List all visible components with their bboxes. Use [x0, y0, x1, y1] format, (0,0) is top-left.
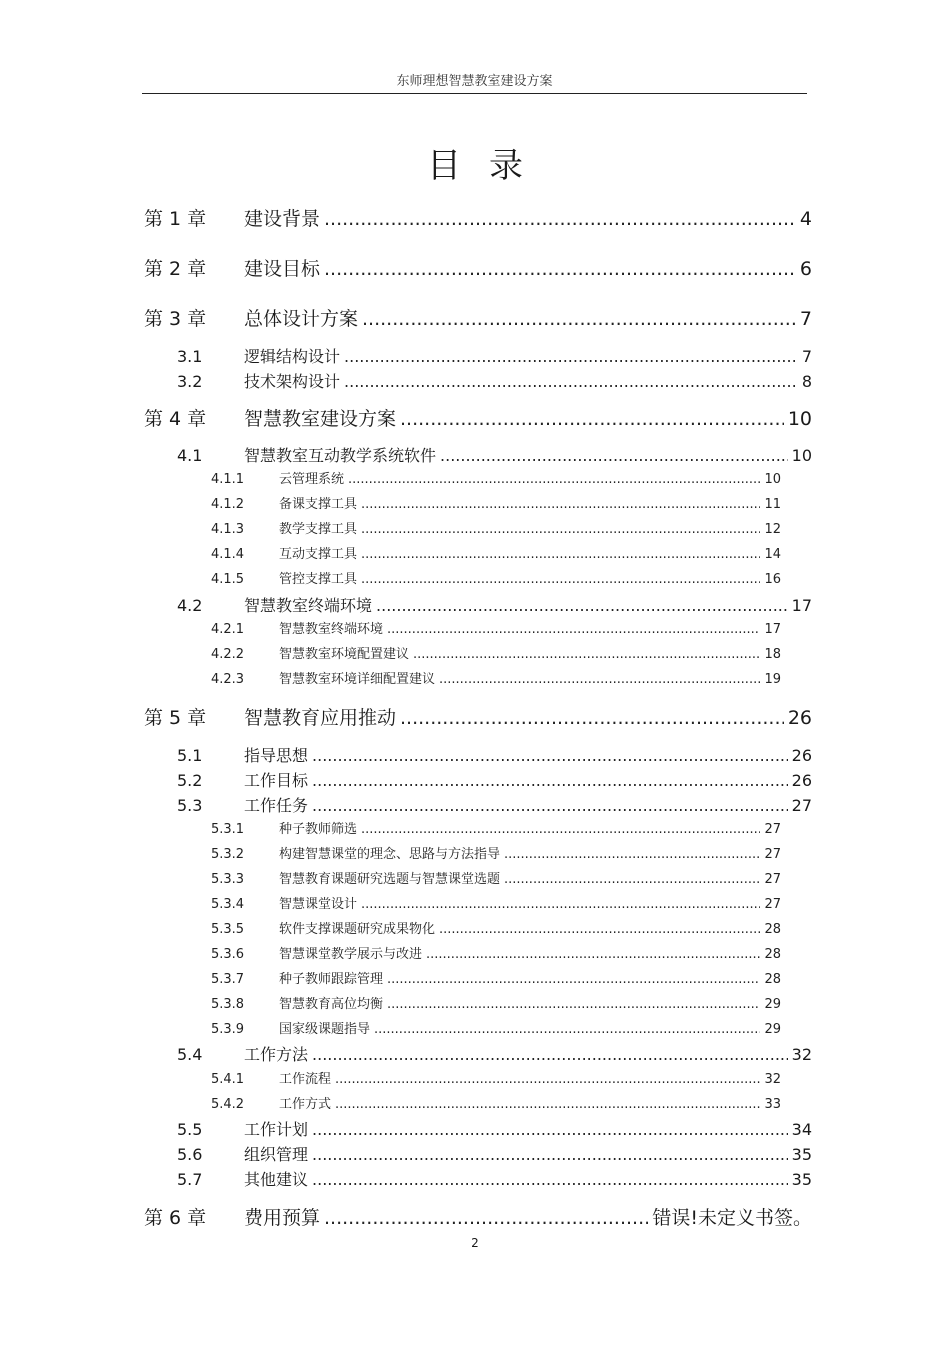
toc-entry-number: 4.1.3: [211, 522, 245, 537]
toc-entry-page: 错误!未定义书签。: [652, 1207, 812, 1229]
toc-dot-leader: [361, 897, 760, 912]
toc-entry-title: 技术架构设计: [244, 372, 341, 391]
toc-entry-page: 33: [764, 1097, 781, 1112]
toc-entry-number: 5.3.7: [211, 972, 245, 987]
toc-dot-leader: [387, 972, 760, 987]
toc-entry-number: 4.1.5: [211, 572, 245, 587]
toc-entry-title: 建设背景: [244, 208, 321, 230]
toc-dot-leader: [361, 822, 760, 837]
toc-entry[interactable]: [211, 668, 781, 687]
toc-entry-page: 29: [764, 997, 781, 1012]
toc-entry-page: 19: [764, 672, 781, 687]
toc-entry[interactable]: [211, 868, 781, 887]
toc-entry[interactable]: [177, 1142, 812, 1165]
toc-entry-title: 智慧课堂教学展示与改进: [279, 947, 423, 962]
toc-entry-number: 4.2: [177, 596, 203, 615]
toc-entry-title: 智慧教室环境详细配置建议: [279, 672, 436, 687]
toc-entry[interactable]: [211, 468, 781, 487]
toc-entry-title: 种子教师筛选: [279, 822, 358, 837]
toc-entry[interactable]: [211, 1018, 781, 1037]
toc-dot-leader: [312, 1120, 788, 1139]
toc-dot-leader: [413, 647, 760, 662]
toc-entry-number: 4.2.1: [211, 622, 245, 637]
toc-dot-leader: [312, 1170, 788, 1189]
toc-entry-page: 17: [791, 596, 812, 615]
toc-dot-leader: [312, 796, 788, 815]
toc-entry[interactable]: [177, 1042, 812, 1065]
toc-entry-title: 工作方法: [244, 1045, 309, 1064]
toc-entry[interactable]: [144, 404, 812, 431]
toc-entry-title: 种子教师跟踪管理: [279, 972, 384, 987]
toc-dot-leader: [344, 347, 798, 366]
toc-dot-leader: [324, 258, 796, 280]
toc-dot-leader: [504, 872, 760, 887]
toc-dot-leader: [362, 308, 796, 330]
toc-dot-leader: [387, 997, 760, 1012]
toc-entry-page: 27: [764, 847, 781, 862]
toc-entry-number: 5.2: [177, 771, 203, 790]
toc-dot-leader: [324, 208, 796, 230]
toc-entry-number: 5.7: [177, 1170, 203, 1189]
toc-dot-leader: [361, 547, 760, 562]
toc-entry-page: 35: [791, 1145, 812, 1164]
toc-entry-page: 27: [764, 822, 781, 837]
toc-entry[interactable]: [211, 1068, 781, 1087]
toc-dot-leader: [439, 672, 760, 687]
toc-dot-leader: [312, 1145, 788, 1164]
toc-entry-page: 29: [764, 1022, 781, 1037]
toc-dot-leader: [312, 746, 788, 765]
toc-entry-page: 6: [799, 258, 812, 280]
toc-entry-title: 工作流程: [279, 1072, 332, 1087]
toc-entry[interactable]: [144, 254, 812, 281]
toc-entry-page: 8: [801, 372, 812, 391]
toc-dot-leader: [361, 572, 760, 587]
toc-entry-number: 5.3.6: [211, 947, 245, 962]
toc-entry[interactable]: [211, 568, 781, 587]
toc-entry-title: 教学支撑工具: [279, 522, 358, 537]
toc-entry-number: 第 1 章: [144, 208, 207, 230]
toc-entry-title: 智慧教育高位均衡: [279, 997, 384, 1012]
toc-entry-page: 27: [764, 897, 781, 912]
toc-entry-page: 11: [764, 497, 781, 512]
toc-entry-number: 第 4 章: [144, 408, 207, 430]
toc-entry[interactable]: [177, 743, 812, 766]
toc-dot-leader: [439, 922, 760, 937]
toc-entry-page: 18: [764, 647, 781, 662]
toc-entry[interactable]: [211, 543, 781, 562]
toc-dot-leader: [312, 1045, 788, 1064]
toc-entry-number: 5.3.5: [211, 922, 245, 937]
toc-entry-title: 总体设计方案: [244, 308, 359, 330]
toc-entry-number: 5.3: [177, 796, 203, 815]
toc-entry[interactable]: [211, 643, 781, 662]
toc-entry-number: 5.4.1: [211, 1072, 245, 1087]
toc-dot-leader: [376, 596, 788, 615]
toc-dot-leader: [400, 707, 784, 729]
toc-entry-title: 智慧教室建设方案: [244, 408, 397, 430]
toc-entry[interactable]: [177, 793, 812, 816]
toc-entry-number: 第 3 章: [144, 308, 207, 330]
toc-entry-title: 备课支撑工具: [279, 497, 358, 512]
toc-entry[interactable]: [211, 943, 781, 962]
toc-entry-number: 5.4.2: [211, 1097, 245, 1112]
toc-entry-page: 7: [801, 347, 812, 366]
toc-entry[interactable]: [211, 818, 781, 837]
toc-entry-number: 4.2.2: [211, 647, 245, 662]
toc-dot-leader: [387, 622, 760, 637]
toc-entry-title: 智慧教育课题研究选题与智慧课堂选题: [279, 872, 501, 887]
toc-entry-title: 智慧教室互动教学系统软件: [244, 446, 437, 465]
toc-entry-number: 4.2.3: [211, 672, 245, 687]
toc-entry-number: 5.3.1: [211, 822, 245, 837]
toc-entry-title: 指导思想: [244, 746, 309, 765]
toc-entry-page: 4: [799, 208, 812, 230]
toc-entry-number: 3.2: [177, 372, 203, 391]
toc-entry-page: 14: [764, 547, 781, 562]
toc-entry-number: 4.1.4: [211, 547, 245, 562]
toc-entry-title: 构建智慧课堂的理念、思路与方法指导: [279, 847, 501, 862]
toc-entry-title: 其他建议: [244, 1170, 309, 1189]
toc-entry-title: 云管理系统: [279, 472, 345, 487]
toc-entry[interactable]: [211, 893, 781, 912]
toc-dot-leader: [312, 771, 788, 790]
toc-entry-title: 费用预算: [244, 1207, 321, 1229]
toc-entry-page: 32: [791, 1045, 812, 1064]
toc-entry-number: 5.3.2: [211, 847, 245, 862]
toc-entry-page: 17: [764, 622, 781, 637]
toc-entry-number: 5.3.3: [211, 872, 245, 887]
toc-entry-title: 工作方式: [279, 1097, 332, 1112]
toc-entry-page: 28: [764, 947, 781, 962]
toc-entry-title: 智慧课堂设计: [279, 897, 358, 912]
toc-entry-page: 16: [764, 572, 781, 587]
toc-entry-number: 5.3.8: [211, 997, 245, 1012]
toc-entry-title: 工作任务: [244, 796, 309, 815]
toc-entry[interactable]: [211, 518, 781, 537]
toc-entry-page: 32: [764, 1072, 781, 1087]
toc-entry-page: 28: [764, 972, 781, 987]
toc-entry-title: 管控支撑工具: [279, 572, 358, 587]
toc-entry[interactable]: [211, 918, 781, 937]
toc-dot-leader: [374, 1022, 760, 1037]
toc-entry[interactable]: [144, 204, 812, 231]
toc-dot-leader: [335, 1072, 760, 1087]
toc-dot-leader: [348, 472, 760, 487]
toc-entry-title: 智慧教室终端环境: [279, 622, 384, 637]
toc-dot-leader: [440, 446, 788, 465]
toc-entry-title: 组织管理: [244, 1145, 309, 1164]
toc-dot-leader: [361, 497, 760, 512]
toc-entry-page: 26: [791, 746, 812, 765]
toc-entry-page: 10: [791, 446, 812, 465]
toc-entry[interactable]: [211, 843, 781, 862]
toc-entry[interactable]: [144, 703, 812, 730]
toc-entry[interactable]: [177, 344, 812, 367]
toc-entry[interactable]: [211, 993, 781, 1012]
toc-entry-number: 4.1.1: [211, 472, 245, 487]
toc-dot-leader: [361, 522, 760, 537]
toc-entry-title: 智慧教育应用推动: [244, 707, 397, 729]
toc-entry-page: 26: [791, 771, 812, 790]
toc-entry-number: 4.1: [177, 446, 203, 465]
toc-entry-number: 第 5 章: [144, 707, 207, 729]
toc-entry[interactable]: [211, 618, 781, 637]
toc-entry-title: 工作计划: [244, 1120, 309, 1139]
toc-dot-leader: [344, 372, 798, 391]
toc-entry-page: 12: [764, 522, 781, 537]
toc-entry[interactable]: [144, 304, 812, 331]
toc-entry-title: 软件支撑课题研究成果物化: [279, 922, 436, 937]
toc-dot-leader: [324, 1207, 648, 1229]
toc-dot-leader: [426, 947, 760, 962]
toc-entry-title: 逻辑结构设计: [244, 347, 341, 366]
toc-entry[interactable]: [177, 443, 812, 466]
toc-entry-page: 10: [787, 408, 812, 430]
toc-entry-page: 27: [764, 872, 781, 887]
toc-entry[interactable]: [211, 968, 781, 987]
toc-entry-page: 10: [764, 472, 781, 487]
toc-dot-leader: [504, 847, 760, 862]
toc-dot-leader: [335, 1097, 760, 1112]
toc-dot-leader: [400, 408, 784, 430]
toc-entry-page: 35: [791, 1170, 812, 1189]
toc-entry-page: 28: [764, 922, 781, 937]
toc-entry-number: 5.5: [177, 1120, 203, 1139]
page-title: 目录: [427, 146, 551, 186]
toc-entry-page: 34: [791, 1120, 812, 1139]
toc-entry-number: 5.1: [177, 746, 203, 765]
toc-entry-title: 互动支撑工具: [279, 547, 358, 562]
toc-entry[interactable]: [177, 1117, 812, 1140]
toc-entry[interactable]: [177, 768, 812, 791]
toc-entry-page: 27: [791, 796, 812, 815]
toc-entry[interactable]: [177, 369, 812, 392]
toc-entry[interactable]: [211, 1093, 781, 1112]
toc-entry-title: 智慧教室终端环境: [244, 596, 373, 615]
toc-entry-number: 5.6: [177, 1145, 203, 1164]
toc-entry[interactable]: [177, 1167, 812, 1190]
toc-entry-title: 建设目标: [244, 258, 321, 280]
toc-entry-number: 5.3.9: [211, 1022, 245, 1037]
toc-entry-page: 7: [799, 308, 812, 330]
toc-entry-number: 4.1.2: [211, 497, 245, 512]
toc-entry[interactable]: [177, 593, 812, 616]
toc-entry-number: 5.4: [177, 1045, 203, 1064]
toc-entry-number: 3.1: [177, 347, 203, 366]
toc-entry[interactable]: [144, 1203, 812, 1230]
toc-entry-page: 26: [787, 707, 812, 729]
toc-entry-number: 5.3.4: [211, 897, 245, 912]
toc-entry-number: 第 2 章: [144, 258, 207, 280]
toc-entry[interactable]: [211, 493, 781, 512]
toc-entry-title: 工作目标: [244, 771, 309, 790]
running-header: 东师理想智慧教室建设方案: [142, 70, 807, 94]
toc-entry-title: 智慧教室环境配置建议: [279, 647, 410, 662]
page-number: 2: [471, 1236, 479, 1250]
toc-entry-number: 第 6 章: [144, 1207, 207, 1229]
toc-entry-title: 国家级课题指导: [279, 1022, 371, 1037]
